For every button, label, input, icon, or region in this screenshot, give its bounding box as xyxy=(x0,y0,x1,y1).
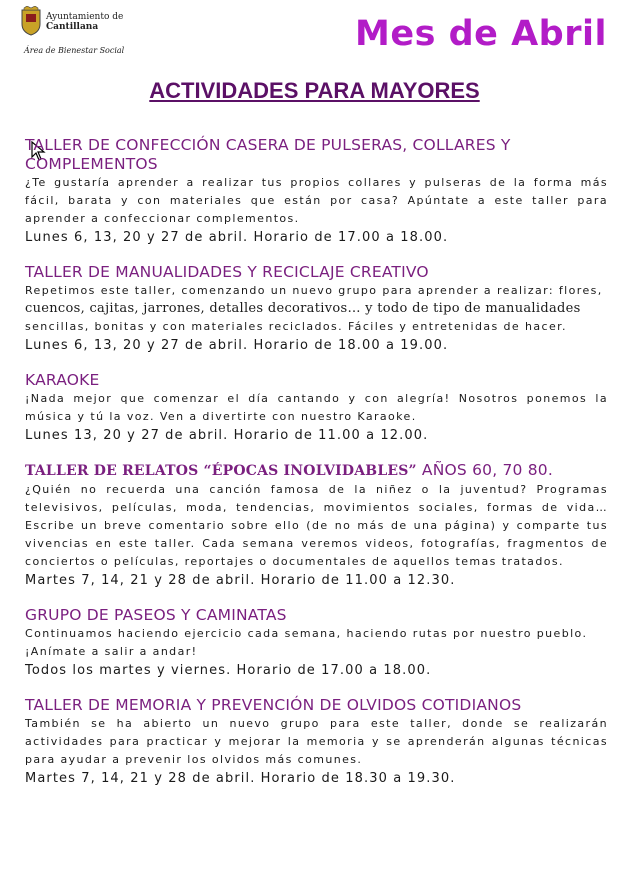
activity-title: TALLER DE CONFECCIÓN CASERA DE PULSERAS, COLLARES Y COMPLEMENTOS xyxy=(25,136,511,173)
org-line-2: Cantillana xyxy=(46,22,99,32)
org-line-1: Ayuntamiento de xyxy=(46,12,124,22)
activity-schedule: Martes 7, 14, 21 y 28 de abril. Horario de 18.30 a 19.30. xyxy=(25,771,456,786)
activity-schedule: Todos los martes y viernes. Horario de 17.00 a 18.00. xyxy=(25,663,432,678)
activity-description: ¿Quién no recuerda una canción famosa de la niñez o la juventud? Programas televisivos, películas, moda, tendencias, movimientos sociales, formas de vida… Escribe un breve comentario sobre ello (de no más de una página) y comparte tus vivencias en este taller. Cada semana veremos videos, fotografías, fragmentos de conciertos o películas, reportajes o documentales de aquellos temas tratados. xyxy=(25,483,608,568)
description-line: cuencos, cajitas, jarrones, detalles decorativos… y todo de tipo de manualidades xyxy=(25,301,581,316)
description-line: Continuamos haciendo ejercicio cada semana, haciendo rutas por nuestro pueblo. xyxy=(25,627,588,640)
month-title: Mes de Abril xyxy=(355,14,607,54)
activity-title: GRUPO DE PASEOS Y CAMINATAS xyxy=(25,606,287,624)
activity-title-years: AÑOS 60, 70 80. xyxy=(416,461,553,479)
activity-description xyxy=(25,625,608,661)
activity-section xyxy=(25,461,608,590)
activity-section xyxy=(25,696,608,788)
header xyxy=(0,0,629,70)
page-title xyxy=(0,78,629,104)
activity-title xyxy=(25,461,608,481)
org-area: Área de Bienestar Social xyxy=(24,46,125,55)
activity-description xyxy=(25,282,608,336)
activity-section xyxy=(25,136,608,247)
activity-title: TALLER DE MANUALIDADES Y RECICLAJE CREATIVO xyxy=(25,263,429,281)
activity-section xyxy=(25,606,608,680)
organization-name xyxy=(46,12,123,32)
activity-section xyxy=(25,371,608,445)
activity-description: ¿Te gustaría aprender a realizar tus propios collares y pulseras de la forma más fácil, barata y con materiales que están por casa? Apúntate a este taller para aprender a confeccionar complementos. xyxy=(25,176,608,225)
activity-schedule: Martes 7, 14, 21 y 28 de abril. Horario de 11.00 a 12.30. xyxy=(25,573,456,588)
activity-schedule: Lunes 6, 13, 20 y 27 de abril. Horario de 17.00 a 18.00. xyxy=(25,230,449,245)
coat-of-arms-icon xyxy=(20,6,42,36)
activity-schedule: Lunes 13, 20 y 27 de abril. Horario de 11.00 a 12.00. xyxy=(25,428,429,443)
activity-schedule: Lunes 6, 13, 20 y 27 de abril. Horario de 18.00 a 19.00. xyxy=(25,338,449,353)
activity-section xyxy=(25,263,608,355)
activity-description: ¡Nada mejor que comenzar el día cantando y con alegría! Nosotros ponemos la música y tú la voz. Ven a divertirte con nuestro Karaoke. xyxy=(25,392,608,423)
activity-title: KARAOKE xyxy=(25,371,100,389)
description-line: sencillas, bonitas y con materiales reciclados. Fáciles y entretenidas de hacer. xyxy=(25,320,567,333)
description-line: Repetimos este taller, comenzando un nuevo grupo para aprender a realizar: flores, xyxy=(25,284,603,297)
description-line: ¡Anímate a salir a andar! xyxy=(25,645,198,658)
activity-title-main: TALLER DE RELATOS “ÉPOCAS INOLVIDABLES” xyxy=(25,463,417,479)
activities-list xyxy=(25,136,608,804)
page-title-text: ACTIVIDADES PARA MAYORES xyxy=(149,78,480,103)
activity-description: También se ha abierto un nuevo grupo para este taller, donde se realizarán actividades para practicar y mejorar la memoria y se aprenderán algunas técnicas para ayudar a prevenir los olvidos más comunes. xyxy=(25,717,608,766)
municipal-logo xyxy=(20,6,150,58)
activity-title: TALLER DE MEMORIA Y PREVENCIÓN DE OLVIDOS COTIDIANOS xyxy=(25,696,522,714)
